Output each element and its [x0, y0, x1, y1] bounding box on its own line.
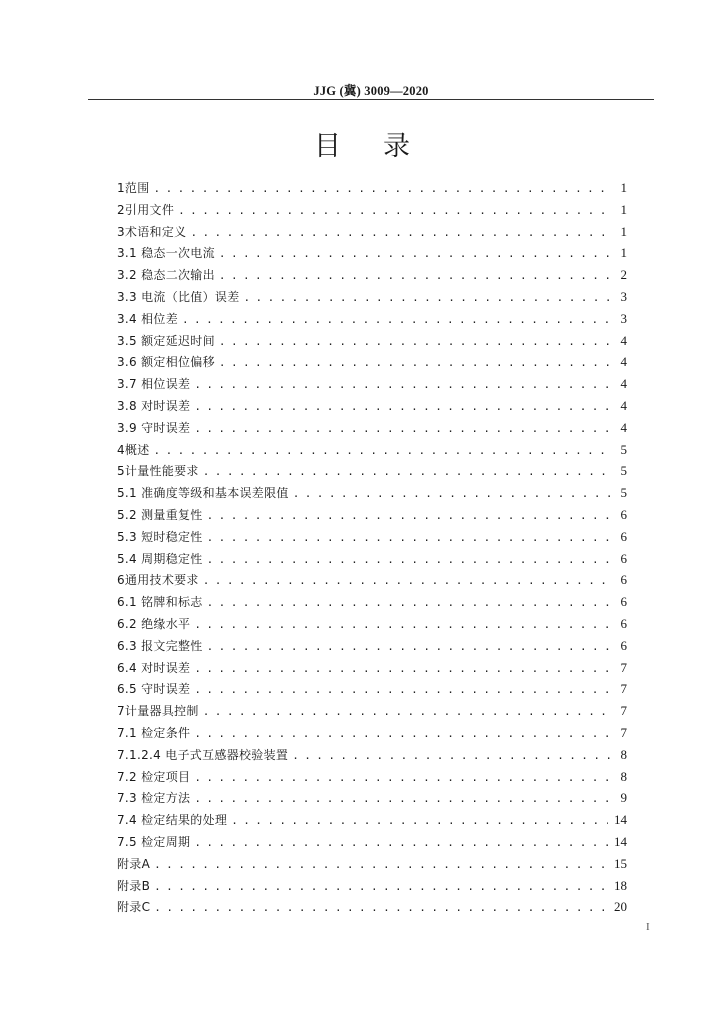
toc-entry-title: 6.5 守时误差 — [117, 682, 191, 697]
toc-entry-page-number: 1 — [620, 223, 627, 239]
toc-dot-leader — [154, 876, 608, 898]
toc-entry[interactable] — [117, 700, 627, 722]
toc-dot-leader — [207, 549, 611, 571]
toc-entry[interactable] — [117, 330, 627, 352]
toc-entry-page-number: 4 — [620, 376, 627, 392]
toc-entry-page-number: 7 — [620, 724, 627, 740]
toc-dot-leader — [194, 658, 611, 680]
toc-entry-title: 1范围 — [117, 181, 150, 195]
toc-dot-leader — [194, 679, 611, 701]
toc-entry-page-number: 3 — [620, 288, 627, 304]
toc-entry[interactable] — [117, 504, 627, 526]
toc-entry[interactable] — [117, 722, 627, 744]
toc-entry-page-number: 6 — [620, 506, 627, 522]
toc-entry[interactable] — [117, 831, 627, 853]
toc-dot-leader — [154, 897, 608, 919]
toc-entry[interactable] — [117, 264, 627, 286]
toc-entry-title: 4概述 — [117, 442, 150, 457]
toc-entry[interactable] — [117, 417, 627, 439]
toc-entry[interactable] — [117, 221, 627, 243]
toc-entry-page-number: 14 — [614, 812, 627, 828]
header-divider — [88, 99, 654, 100]
toc-entry-title: 3.4 相位差 — [117, 311, 178, 326]
toc-entry[interactable] — [117, 199, 627, 221]
toc-entry-title: 7计量器具控制 — [117, 704, 199, 719]
toc-entry[interactable] — [117, 242, 627, 264]
toc-entry-title: 3.7 相位误差 — [117, 377, 191, 392]
toc-entry[interactable] — [117, 678, 627, 700]
toc-entry-title: 3.6 额定相位偏移 — [117, 355, 215, 370]
toc-entry-title: 附录C — [117, 900, 151, 915]
toc-dot-leader — [194, 374, 611, 396]
toc-entry-page-number: 4 — [620, 332, 627, 348]
toc-entry[interactable] — [117, 809, 627, 831]
toc-entry-page-number: 18 — [614, 877, 627, 893]
toc-entry-title: 7.4 检定结果的处理 — [117, 813, 228, 828]
toc-entry-page-number: 4 — [620, 419, 627, 435]
toc-dot-leader — [219, 331, 611, 353]
toc-entry-title: 6.2 绝缘水平 — [117, 616, 191, 631]
toc-entry-title: 5.1 准确度等级和基本误差限值 — [117, 486, 289, 501]
toc-entry-title: 7.5 检定周期 — [117, 834, 191, 849]
toc-entry-page-number: 6 — [620, 594, 627, 610]
toc-entry-page-number: 20 — [614, 899, 627, 915]
toc-entry-page-number: 1 — [620, 245, 627, 261]
toc-entry-page-number: 6 — [620, 615, 627, 631]
toc-dot-leader — [190, 222, 611, 244]
toc-entry-page-number: 5 — [620, 441, 627, 457]
toc-entry[interactable] — [117, 439, 627, 461]
toc-entry[interactable] — [117, 875, 627, 897]
toc-dot-leader — [207, 505, 611, 527]
toc-entry[interactable] — [117, 351, 627, 373]
toc-dot-leader — [203, 701, 611, 723]
toc-dot-leader — [231, 810, 608, 832]
toc-entry[interactable] — [117, 395, 627, 417]
toc-entry-title: 7.1.2.4 电子式互感器校验装置 — [117, 747, 289, 762]
toc-entry[interactable] — [117, 286, 627, 308]
toc-entry-page-number: 7 — [620, 703, 627, 719]
toc-entry-title: 5.3 短时稳定性 — [117, 529, 203, 544]
toc-entry[interactable] — [117, 787, 627, 809]
toc-dot-leader — [194, 418, 611, 440]
toc-entry-page-number: 5 — [620, 485, 627, 501]
page-number: I — [646, 921, 650, 933]
toc-entry[interactable] — [117, 853, 627, 875]
toc-dot-leader — [178, 200, 611, 222]
toc-entry-title: 3.5 额定延迟时间 — [117, 333, 215, 348]
toc-entry-title: 2引用文件 — [117, 202, 175, 217]
toc-entry[interactable] — [117, 177, 627, 199]
toc-entry-page-number: 4 — [620, 397, 627, 413]
toc-dot-leader — [219, 243, 611, 265]
toc-entry-page-number: 14 — [614, 833, 627, 849]
table-of-contents — [117, 177, 627, 918]
toc-entry-title: 3.3 电流（比值）误差 — [117, 289, 240, 304]
toc-entry[interactable] — [117, 569, 627, 591]
toc-entry-page-number: 6 — [620, 637, 627, 653]
toc-entry-page-number: 6 — [620, 528, 627, 544]
toc-entry-page-number: 6 — [620, 572, 627, 588]
toc-dot-leader — [194, 723, 611, 745]
toc-entry-title: 7.1 检定条件 — [117, 725, 191, 740]
toc-entry-title: 3.9 守时误差 — [117, 420, 191, 435]
toc-dot-leader — [293, 483, 611, 505]
toc-dot-leader — [207, 527, 611, 549]
toc-dot-leader — [219, 265, 611, 287]
toc-dot-leader — [194, 788, 611, 810]
toc-entry-page-number: 3 — [620, 310, 627, 326]
toc-entry-title: 6.1 铭牌和标志 — [117, 595, 203, 610]
standard-code-header: JJG (冀) 3009—2020 — [313, 84, 429, 98]
toc-entry-title: 3.2 稳态二次输出 — [117, 268, 215, 283]
toc-entry[interactable] — [117, 548, 627, 570]
toc-entry[interactable] — [117, 657, 627, 679]
toc-dot-leader — [194, 767, 611, 789]
toc-entry-title: 附录A — [117, 856, 151, 871]
toc-entry-title: 5.4 周期稳定性 — [117, 551, 203, 566]
toc-entry-title: 6通用技术要求 — [117, 573, 199, 588]
toc-entry[interactable] — [117, 613, 627, 635]
toc-dot-leader — [207, 592, 611, 614]
page-title-char-1: 目 — [314, 131, 341, 162]
toc-entry-title: 3.8 对时误差 — [117, 398, 191, 413]
page-title — [0, 130, 724, 164]
toc-entry-page-number: 5 — [620, 463, 627, 479]
toc-dot-leader — [194, 832, 608, 854]
toc-entry[interactable] — [117, 635, 627, 657]
toc-entry-page-number: 2 — [620, 267, 627, 283]
toc-entry-title: 5计量性能要求 — [117, 464, 199, 479]
toc-dot-leader — [154, 854, 608, 876]
toc-entry[interactable] — [117, 308, 627, 330]
toc-entry-page-number: 4 — [620, 354, 627, 370]
toc-entry[interactable] — [117, 482, 627, 504]
toc-entry[interactable] — [117, 766, 627, 788]
toc-entry[interactable] — [117, 373, 627, 395]
toc-entry-title: 6.4 对时误差 — [117, 660, 191, 675]
toc-dot-leader — [154, 178, 611, 200]
toc-dot-leader — [292, 745, 611, 767]
toc-entry[interactable] — [117, 526, 627, 548]
page-title-char-2: 录 — [383, 131, 410, 162]
toc-entry[interactable] — [117, 896, 627, 918]
toc-entry-page-number: 8 — [620, 746, 627, 762]
toc-entry-page-number: 1 — [620, 180, 627, 195]
toc-dot-leader — [182, 309, 611, 331]
toc-dot-leader — [154, 440, 611, 462]
toc-entry-page-number: 15 — [614, 855, 627, 871]
toc-entry-title: 3术语和定义 — [117, 224, 187, 239]
toc-dot-leader — [203, 461, 611, 483]
toc-entry-title: 7.3 检定方法 — [117, 791, 191, 806]
toc-entry-title: 7.2 检定项目 — [117, 769, 191, 784]
toc-entry-page-number: 7 — [620, 681, 627, 697]
toc-dot-leader — [244, 287, 612, 309]
toc-entry-page-number: 8 — [620, 768, 627, 784]
toc-dot-leader — [219, 352, 611, 374]
toc-dot-leader — [194, 396, 611, 418]
toc-entry[interactable] — [117, 744, 627, 766]
toc-entry-title: 附录B — [117, 878, 151, 893]
toc-entry-page-number: 9 — [620, 790, 627, 806]
toc-dot-leader — [207, 636, 611, 658]
toc-dot-leader — [194, 614, 611, 636]
toc-entry-page-number: 1 — [620, 201, 627, 217]
toc-entry-title: 6.3 报文完整性 — [117, 638, 203, 653]
toc-entry[interactable] — [117, 591, 627, 613]
toc-entry-title: 5.2 测量重复性 — [117, 507, 203, 522]
toc-entry-title: 3.1 稳态一次电流 — [117, 246, 215, 261]
toc-entry-page-number: 6 — [620, 550, 627, 566]
toc-entry-page-number: 7 — [620, 659, 627, 675]
toc-dot-leader — [203, 570, 611, 592]
toc-entry[interactable] — [117, 460, 627, 482]
